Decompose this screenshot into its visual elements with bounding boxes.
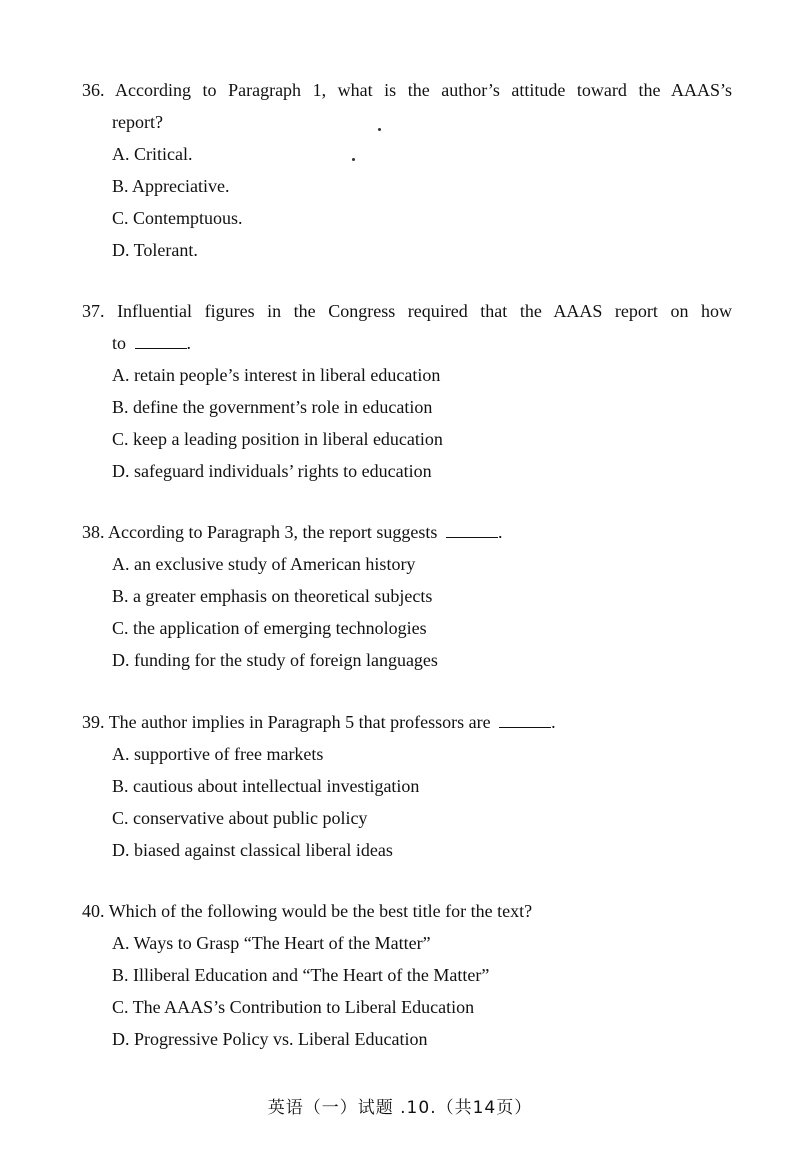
question-40-option-a: A. Ways to Grasp “The Heart of the Matter”: [112, 933, 431, 953]
question-37-option-a: A. retain people’s interest in liberal education: [112, 365, 441, 385]
question-37: [82, 295, 732, 487]
question-38-stem: [82, 516, 732, 548]
question-39-number: 39.: [82, 712, 105, 732]
question-39-option-b: B. cautious about intellectual investigation: [112, 776, 420, 796]
question-36: [82, 74, 732, 266]
scan-speck: [378, 128, 381, 131]
question-40-stem-text: Which of the following would be the best title for the text?: [108, 901, 533, 921]
question-37-option-b: B. define the government’s role in education: [112, 397, 433, 417]
page-footer: 英语（一）试题 .10.（共14页）: [267, 1098, 533, 1118]
question-40-stem: [82, 895, 732, 927]
question-39-stem: [82, 706, 732, 738]
question-38-option-b: B. a greater emphasis on theoretical subjects: [112, 586, 433, 606]
question-39: [82, 706, 732, 866]
question-37-option-d: D. safeguard individuals’ rights to education: [112, 461, 432, 481]
question-39-stem-text: The author implies in Paragraph 5 that professors are: [108, 712, 491, 732]
question-36-stem-line2: report?: [112, 112, 163, 132]
question-37-option-c: C. keep a leading position in liberal education: [112, 429, 443, 449]
scan-speck: [352, 158, 355, 161]
question-37-number: 37.: [82, 301, 105, 321]
question-36-option-b: B. Appreciative.: [112, 176, 230, 196]
question-38-number: 38.: [82, 522, 105, 542]
question-40: [82, 895, 732, 1055]
question-39-option-c: C. conservative about public policy: [112, 808, 368, 828]
question-38-stem-text: According to Paragraph 3, the report suggests: [108, 522, 438, 542]
question-37-stem-text: Influential figures in the Congress required that the AAAS report on how: [117, 301, 733, 321]
question-36-stem-text: According to Paragraph 1, what is the author’s attitude toward the AAAS’s: [115, 80, 732, 100]
question-40-option-b: B. Illiberal Education and “The Heart of the Matter”: [112, 965, 490, 985]
question-36-option-a: A. Critical.: [112, 144, 193, 164]
question-37-stem-end: .: [186, 333, 192, 353]
question-36-option-c: C. Contemptuous.: [112, 208, 243, 228]
question-40-option-d: D. Progressive Policy vs. Liberal Education: [112, 1029, 428, 1049]
answer-blank: [446, 519, 498, 538]
question-36-stem-line1: [82, 74, 732, 106]
question-37-stem-line2: [82, 327, 732, 359]
question-39-option-a: A. supportive of free markets: [112, 744, 324, 764]
question-37-stem-line1: [82, 295, 732, 327]
answer-blank: [499, 709, 551, 728]
question-37-stem-line2-text: to: [112, 333, 127, 353]
question-38-option-a: A. an exclusive study of American history: [112, 554, 416, 574]
question-38-stem-end: .: [497, 522, 503, 542]
question-39-option-d: D. biased against classical liberal ideas: [112, 840, 393, 860]
question-36-option-d: D. Tolerant.: [112, 240, 198, 260]
question-40-option-c: C. The AAAS’s Contribution to Liberal Education: [112, 997, 475, 1017]
question-39-stem-end: .: [551, 712, 556, 732]
question-38-option-d: D. funding for the study of foreign languages: [112, 650, 438, 670]
answer-blank: [135, 330, 187, 349]
question-38-option-c: C. the application of emerging technologies: [112, 618, 427, 638]
question-40-number: 40.: [82, 901, 105, 921]
question-36-number: 36.: [82, 80, 105, 100]
question-38: [82, 516, 732, 676]
